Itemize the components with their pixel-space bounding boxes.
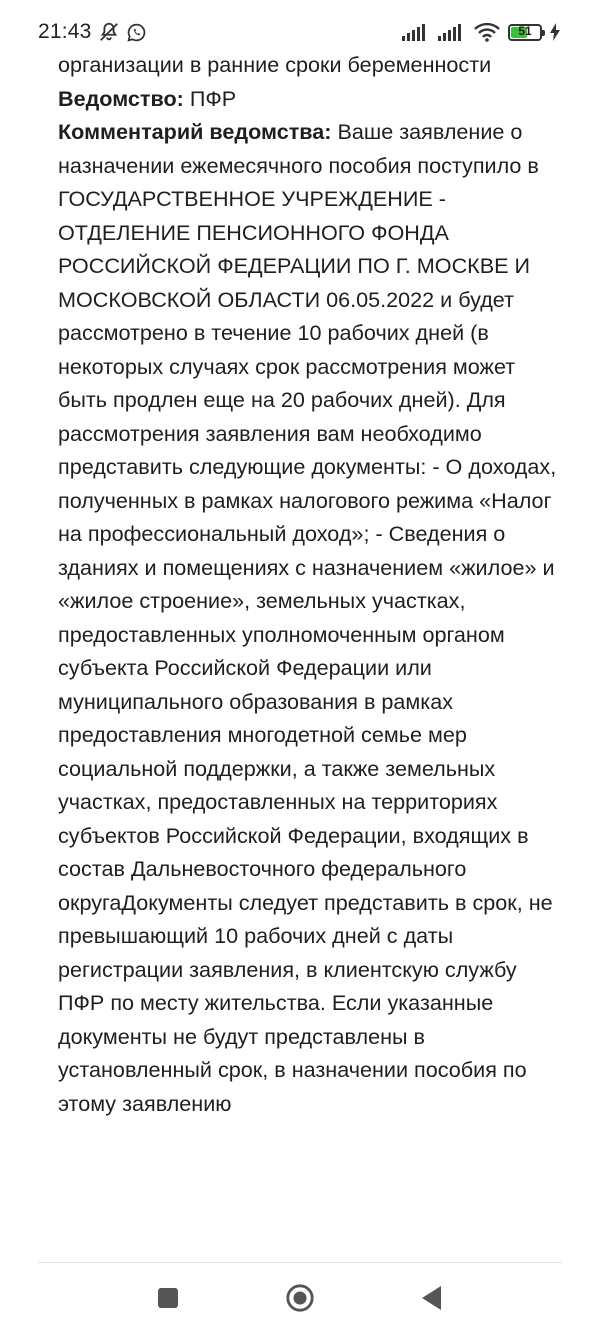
previous-text-tail: организации в ранние сроки беременности bbox=[58, 52, 492, 77]
department-value: ПФР bbox=[183, 85, 237, 111]
battery-icon bbox=[508, 24, 542, 41]
battery-level: 51 bbox=[518, 23, 532, 38]
comment-label: Комментарий ведомства: bbox=[58, 119, 332, 144]
signal-icon bbox=[438, 23, 466, 41]
department-comment bbox=[58, 115, 558, 1120]
square-icon bbox=[156, 1286, 180, 1310]
home-circle-icon bbox=[285, 1282, 315, 1314]
status-left bbox=[38, 20, 147, 44]
notifications-muted-icon bbox=[98, 21, 120, 43]
home-button[interactable] bbox=[285, 1283, 315, 1313]
department-line bbox=[58, 82, 558, 116]
status-time: 21:43 bbox=[38, 20, 92, 43]
charging-icon bbox=[550, 23, 560, 41]
comment-text: Ваше заявление о назначении ежемесячного пособия поступило в ГОСУДАРСТВЕННОЕ УЧРЕЖДЕНИЕ - ОТДЕЛЕНИЕ ПЕНСИОННОГО ФОНДА РОССИЙСКОЙ ФЕДЕРАЦИИ ПО Г. МОСКВЕ И МОСКОВСКОЙ ОБЛАСТИ 06.05.2022 и будет рассмотрено в течение 10 рабочих дней (в некоторых случаях срок рассмотрения может быть продлен еще на 20 рабочих дней). Для рассмотрения заявления вам необходимо представить следующие документы: - О доходах, полученных в рамках налогового режима «Налог на профессиональный доход»; - Сведения о зданиях и помещениях с назначением «жилое» и «жилое строение», земельных участках, предоставленных уполномоченным органом субъекта Российской Федерации или муниципального образования в рамках предоставления многодетной семье мер социальной поддержки, а также земельных участках, предоставленных на территориях субъектов Российской Федерации, входящих в состав Дальневосточного федерального округаДокументы следует представить в срок, не превышающий 10 рабочих дней с даты регистрации заявления, в клиентскую службу ПФР по месту жительства. Если указанные документы не будут представлены в установленный срок, в назначении пособия по этому заявлению bbox=[58, 119, 557, 1116]
recent-apps-button[interactable] bbox=[153, 1283, 183, 1313]
department-label: Ведомство: bbox=[58, 85, 184, 111]
signal-icon bbox=[402, 23, 430, 41]
navigation-bar bbox=[0, 1263, 600, 1332]
back-button[interactable] bbox=[417, 1283, 447, 1313]
application-details bbox=[58, 48, 558, 1120]
back-triangle-icon bbox=[419, 1284, 445, 1312]
whatsapp-icon bbox=[126, 22, 147, 43]
wifi-icon bbox=[474, 22, 500, 42]
status-right bbox=[402, 22, 560, 42]
